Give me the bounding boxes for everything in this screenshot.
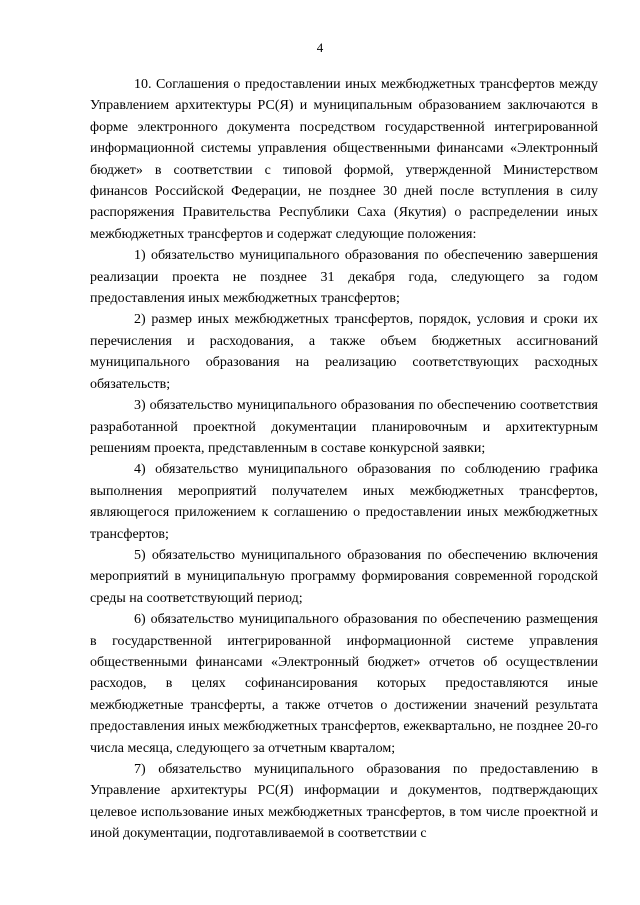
- paragraph-item-7: 7) обязательство муниципального образования по предоставлению в Управление архитектуры РС(Я) информации и документов, подтверждающих целевое использование иных межбюджетных трансфертов, в том числе проектной и иной документации, подготавливаемой в соответствии с: [90, 762, 598, 842]
- paragraph-item-2: 2) размер иных межбюджетных трансфертов, порядок, условия и сроки их перечисления и расходования, а также объем бюджетных ассигнований муниципального образования на реализацию соответствующих расходных обязательств;: [90, 312, 598, 392]
- paragraph-item-1: 1) обязательство муниципального образования по обеспечению завершения реализации проекта не позднее 31 декабря года, следующего за годом предоставления иных межбюджетных трансфертов;: [90, 248, 598, 307]
- paragraph-item-6: 6) обязательство муниципального образования по обеспечению размещения в государственной интегрированной информационной системе управления общественными финансами «Электронный бюджет» отчетов об осуществлении расходов, в целях софинансирования которых предоставляются иные межбюджетные трансферты, а также отчетов о достижении значений результата предоставления иных межбюджетных трансфертов, ежеквартально, не позднее 20-го числа месяца, следующего за отчетным кварталом;: [90, 612, 598, 756]
- page-number: 4: [316, 40, 324, 55]
- document-body: [90, 74, 598, 845]
- paragraph-10-agreements: 10. Соглашения о предоставлении иных межбюджетных трансфертов между Управлением архитектуры РС(Я) и муниципальным образованием заключаются в форме электронного документа посредством государственной интегрированной информационной системы управления общественными финансами «Электронный бюджет» в соответствии с типовой формой, утвержденной Министерством финансов Российской Федерации, не позднее 30 дней после вступления в силу распоряжения Правительства Республики Саха (Якутия) о распределении иных межбюджетных трансфертов и содержат следующие положения:: [90, 77, 598, 242]
- paragraph-item-3: 3) обязательство муниципального образования по обеспечению соответствия разработанной проектной документации планировочным и архитектурным решениям проекта, представленным в составе конкурсной заявки;: [90, 398, 598, 456]
- paragraph-item-4: 4) обязательство муниципального образования по соблюдению графика выполнения мероприятий получателем иных межбюджетных трансфертов, являющегося приложением к соглашению о предоставлении иных межбюджетных трансфертов;: [90, 462, 598, 542]
- paragraph-item-5: 5) обязательство муниципального образования по обеспечению включения мероприятий в муниципальную программу формирования современной городской среды на соответствующий период;: [90, 547, 598, 606]
